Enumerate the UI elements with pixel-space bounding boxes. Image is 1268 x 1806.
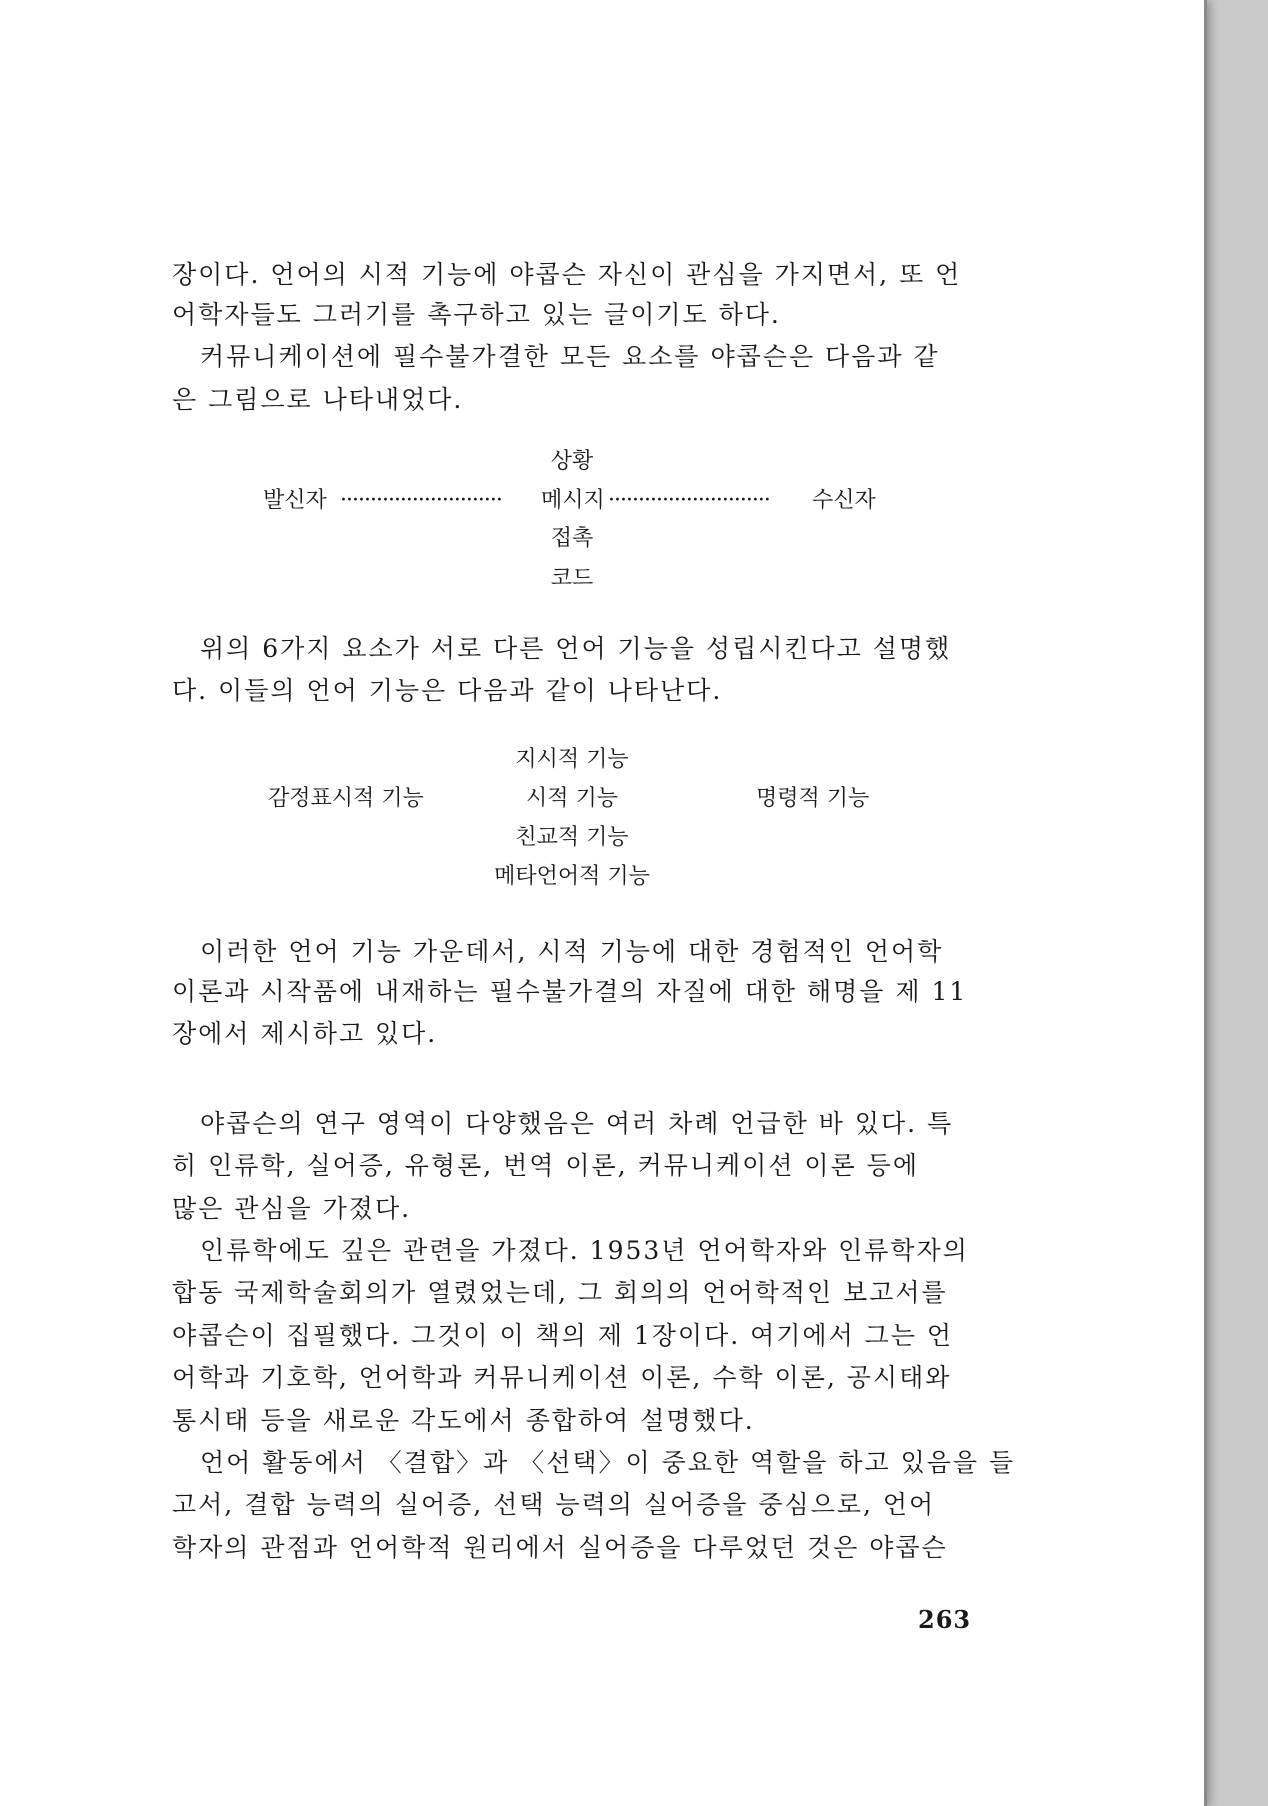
diagram-dots-left: ··························· [340, 488, 502, 513]
function-referential: 지시적 기능 [515, 747, 629, 772]
function-poetic: 시적 기능 [525, 786, 619, 811]
function-metalingual: 메타언어적 기능 [494, 864, 650, 889]
text-line: 커뮤니케이션에 필수불가결한 모든 요소를 야콥슨은 다음과 같 [200, 342, 940, 371]
text-line: 이러한 언어 기능 가운데서, 시적 기능에 대한 경험적인 언어학 [200, 937, 944, 966]
text-line: 어학과 기호학, 언어학과 커뮤니케이션 이론, 수학 이론, 공시태와 [172, 1363, 952, 1392]
text-line: 언어 활동에서 〈결합〉과 〈선택〉이 중요한 역할을 하고 있음을 들 [200, 1448, 1016, 1477]
function-emotive: 감정표시적 기능 [268, 786, 424, 811]
text-line: 은 그림으로 나타내었다. [172, 385, 464, 414]
text-line: 고서, 결합 능력의 실어증, 선택 능력의 실어증을 중심으로, 언어 [172, 1490, 936, 1519]
text-line: 학자의 관점과 언어학적 원리에서 실어증을 다루었던 것은 야콥슨 [172, 1533, 948, 1562]
diagram-addresser: 발신자 [263, 488, 327, 513]
text-line: 야콥슨이 집필했다. 그것이 이 책의 제 1장이다. 여기에서 그는 언 [172, 1321, 954, 1350]
text-line: 위의 6가지 요소가 서로 다른 언어 기능을 성립시킨다고 설명했 [200, 634, 952, 663]
diagram-addressee: 수신자 [812, 488, 876, 513]
text-line: 야콥슨의 연구 영역이 다양했음은 여러 차례 언급한 바 있다. 특 [200, 1109, 954, 1138]
function-phatic: 친교적 기능 [515, 825, 629, 850]
text-line: 통시태 등을 새로운 각도에서 종합하여 설명했다. [172, 1406, 755, 1435]
diagram-message: 메시지 [541, 488, 605, 513]
text-line: 많은 관심을 가졌다. [172, 1194, 412, 1223]
diagram-context: 상황 [550, 449, 594, 474]
text-line: 히 인류학, 실어증, 유형론, 번역 이론, 커뮤니케이션 이론 등에 [172, 1151, 919, 1180]
text-line: 인류학에도 깊은 관련을 가졌다. 1953년 언어학자와 인류학자의 [200, 1236, 969, 1265]
text-line: 합동 국제학술회의가 열렸었는데, 그 회의의 언어학적인 보고서를 [172, 1278, 948, 1307]
diagram-code: 코드 [550, 566, 594, 591]
diagram-dots-right: ··························· [608, 488, 770, 513]
diagram-contact: 접촉 [550, 526, 594, 551]
text-line: 이론과 시작품에 내재하는 필수불가결의 자질에 대한 해명을 제 11 [172, 977, 968, 1006]
text-line: 장에서 제시하고 있다. [172, 1019, 438, 1048]
text-line: 장이다. 언어의 시적 기능에 야콥슨 자신이 관심을 가지면서, 또 언 [172, 260, 962, 289]
text-line: 다. 이들의 언어 기능은 다음과 같이 나타난다. [172, 676, 723, 705]
function-conative: 명령적 기능 [756, 786, 870, 811]
text-line: 어학자들도 그러기를 촉구하고 있는 글이기도 하다. [172, 300, 781, 329]
page-number: 263 [918, 1605, 972, 1634]
